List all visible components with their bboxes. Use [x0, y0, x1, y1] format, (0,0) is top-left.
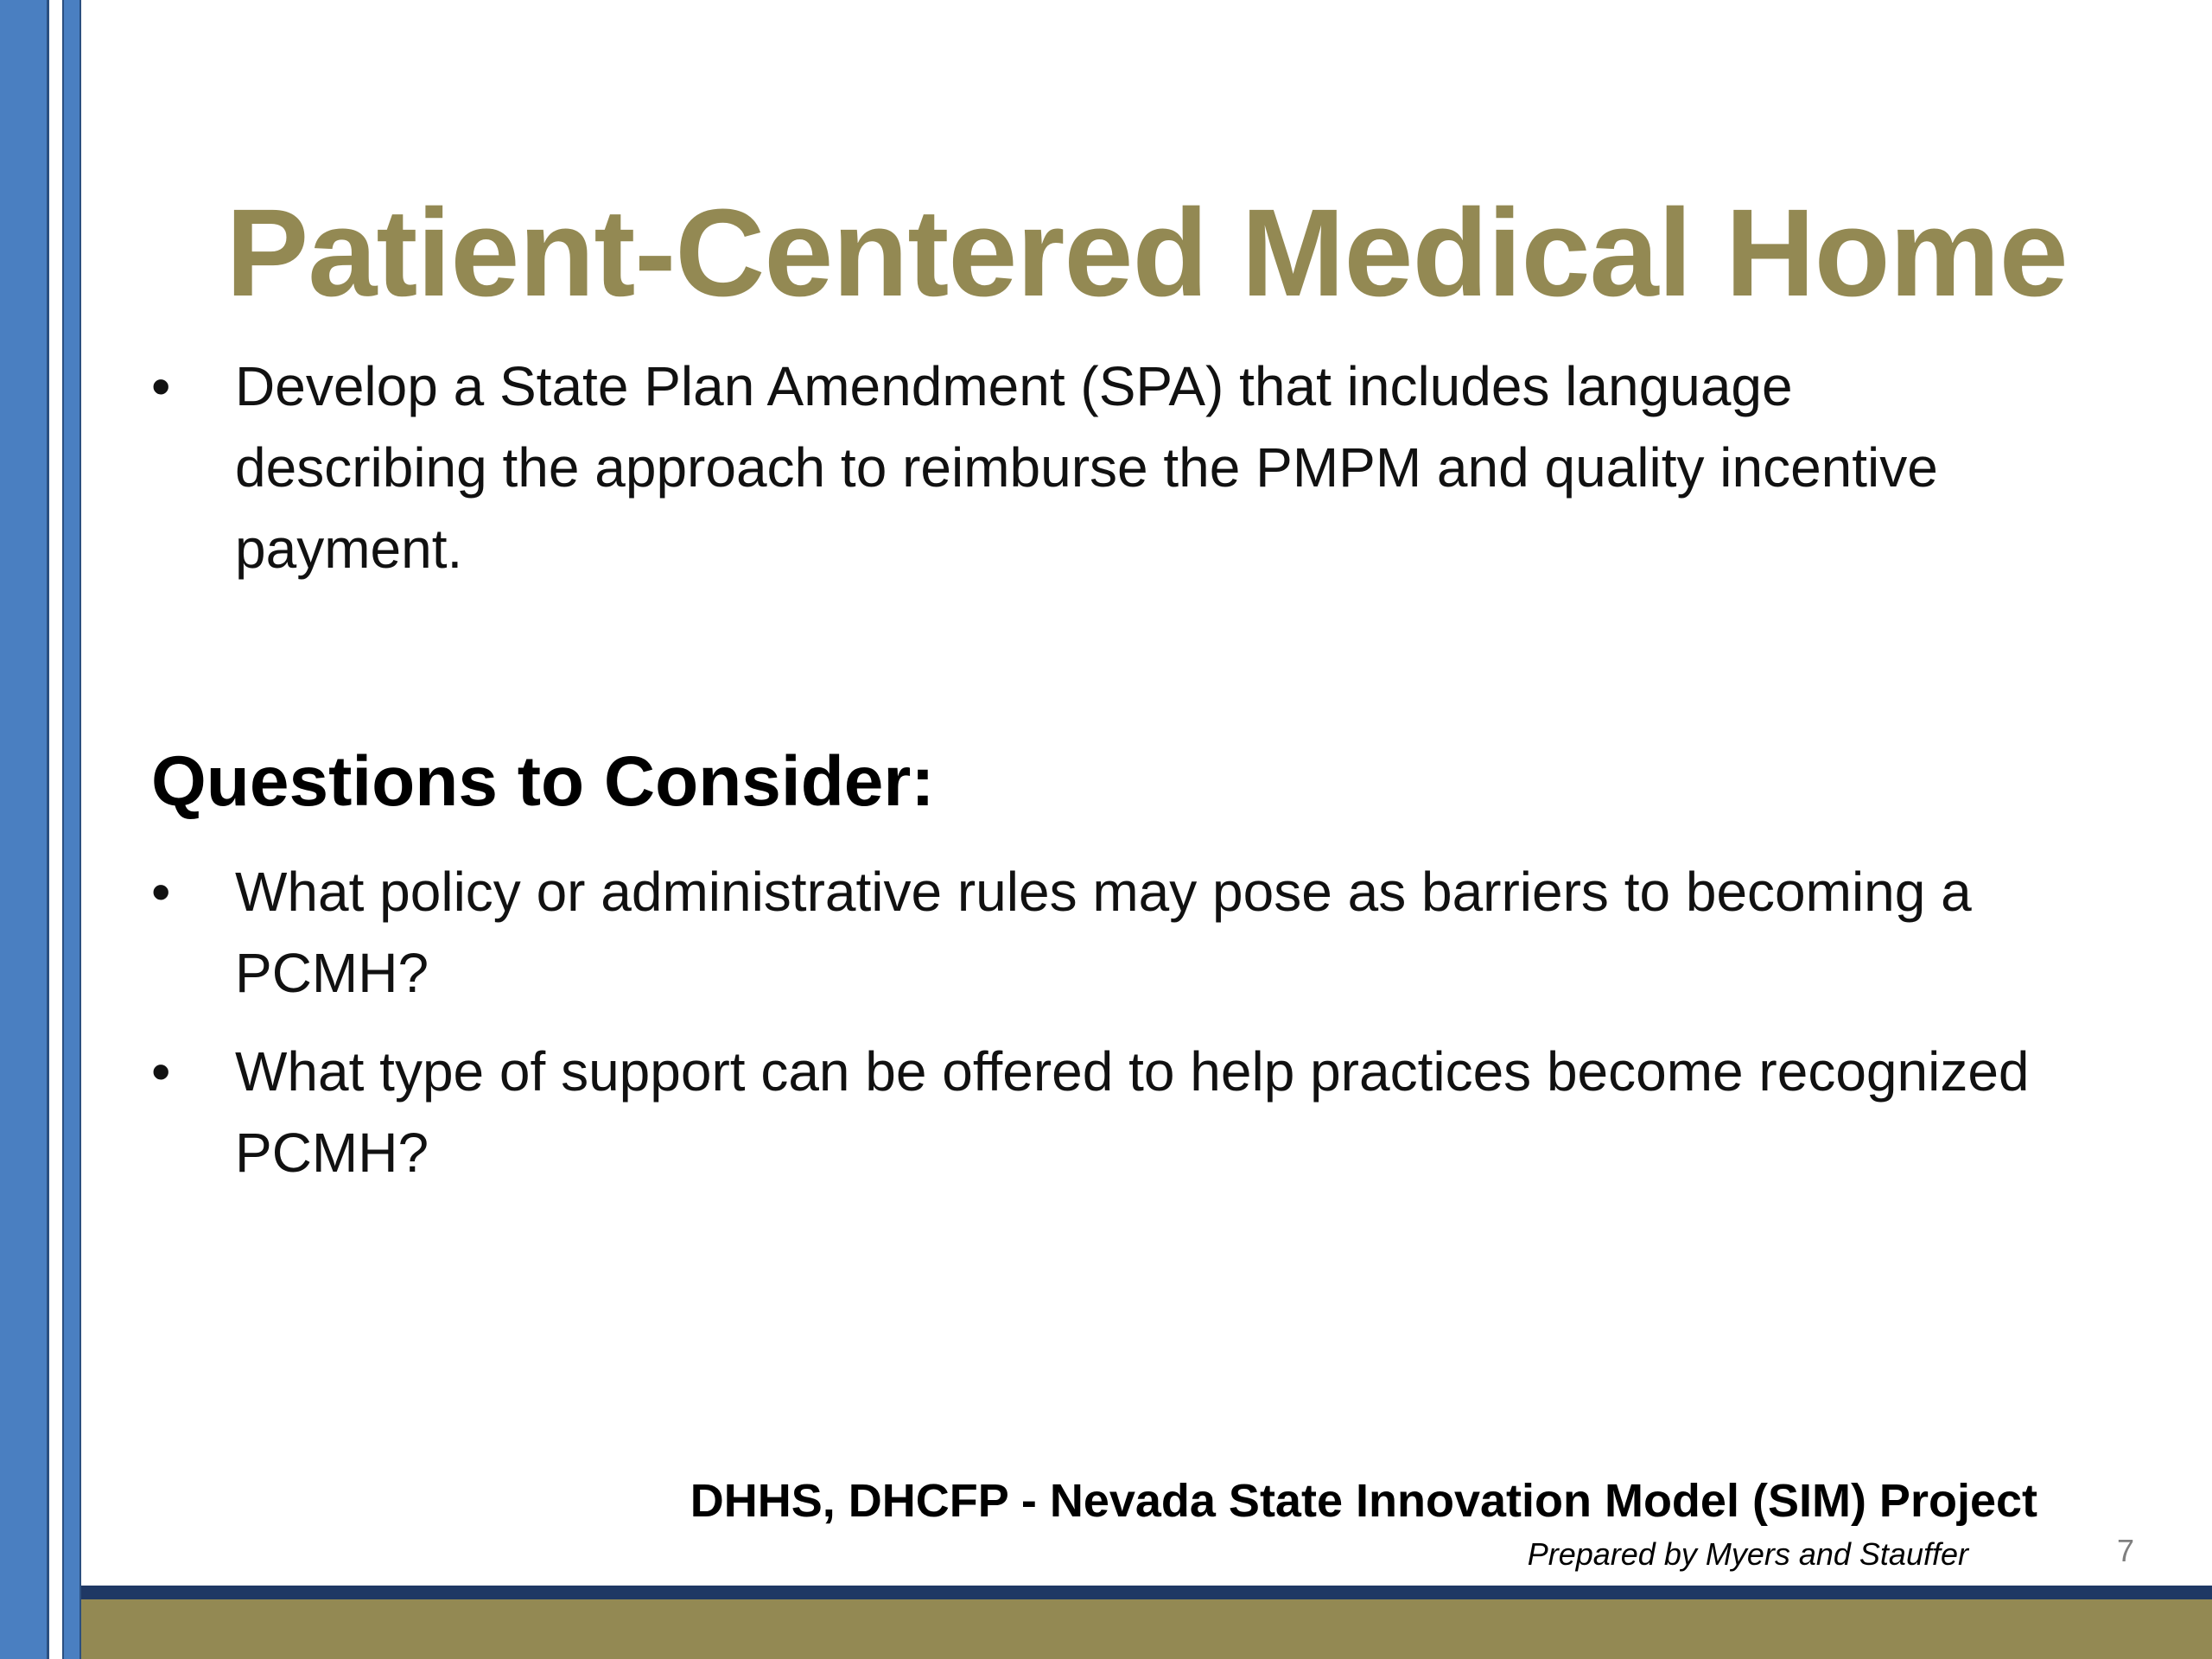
question-item — [151, 1031, 2035, 1193]
page-number: 7 — [2116, 1533, 2134, 1568]
footer-project-title: DHHS, DHCFP - Nevada State Innovation Model (SIM) Project — [690, 1475, 2037, 1527]
question-item — [151, 851, 2035, 1014]
intro-bullet-text: Develop a State Plan Amendment (SPA) that includes language describing the approach to reimburse the PMPM and quality incentive payment. — [235, 355, 1938, 580]
question-text: What policy or administrative rules may pose as barriers to becoming a PCMH? — [235, 861, 1972, 1004]
questions-bullet-list — [151, 851, 2035, 1211]
bottom-decorative-bar-navy — [81, 1586, 2212, 1599]
footer-prepared-by: Prepared by Myers and Stauffer — [1527, 1536, 1968, 1572]
intro-bullet-list — [151, 346, 2035, 589]
left-decorative-bar-inner — [62, 0, 81, 1659]
bullet-icon: • — [151, 355, 171, 417]
bullet-icon: • — [151, 1040, 171, 1103]
intro-bullet-item — [151, 346, 2035, 589]
left-decorative-gap — [49, 0, 62, 1659]
bottom-decorative-bar-olive — [81, 1599, 2212, 1659]
slide-title: Patient-Centered Medical Home — [226, 183, 2068, 323]
questions-heading: Questions to Consider: — [151, 742, 935, 821]
question-text: What type of support can be offered to help practices become recognized PCMH? — [235, 1040, 2030, 1184]
left-decorative-bar-outer — [0, 0, 49, 1659]
bullet-icon: • — [151, 861, 171, 923]
